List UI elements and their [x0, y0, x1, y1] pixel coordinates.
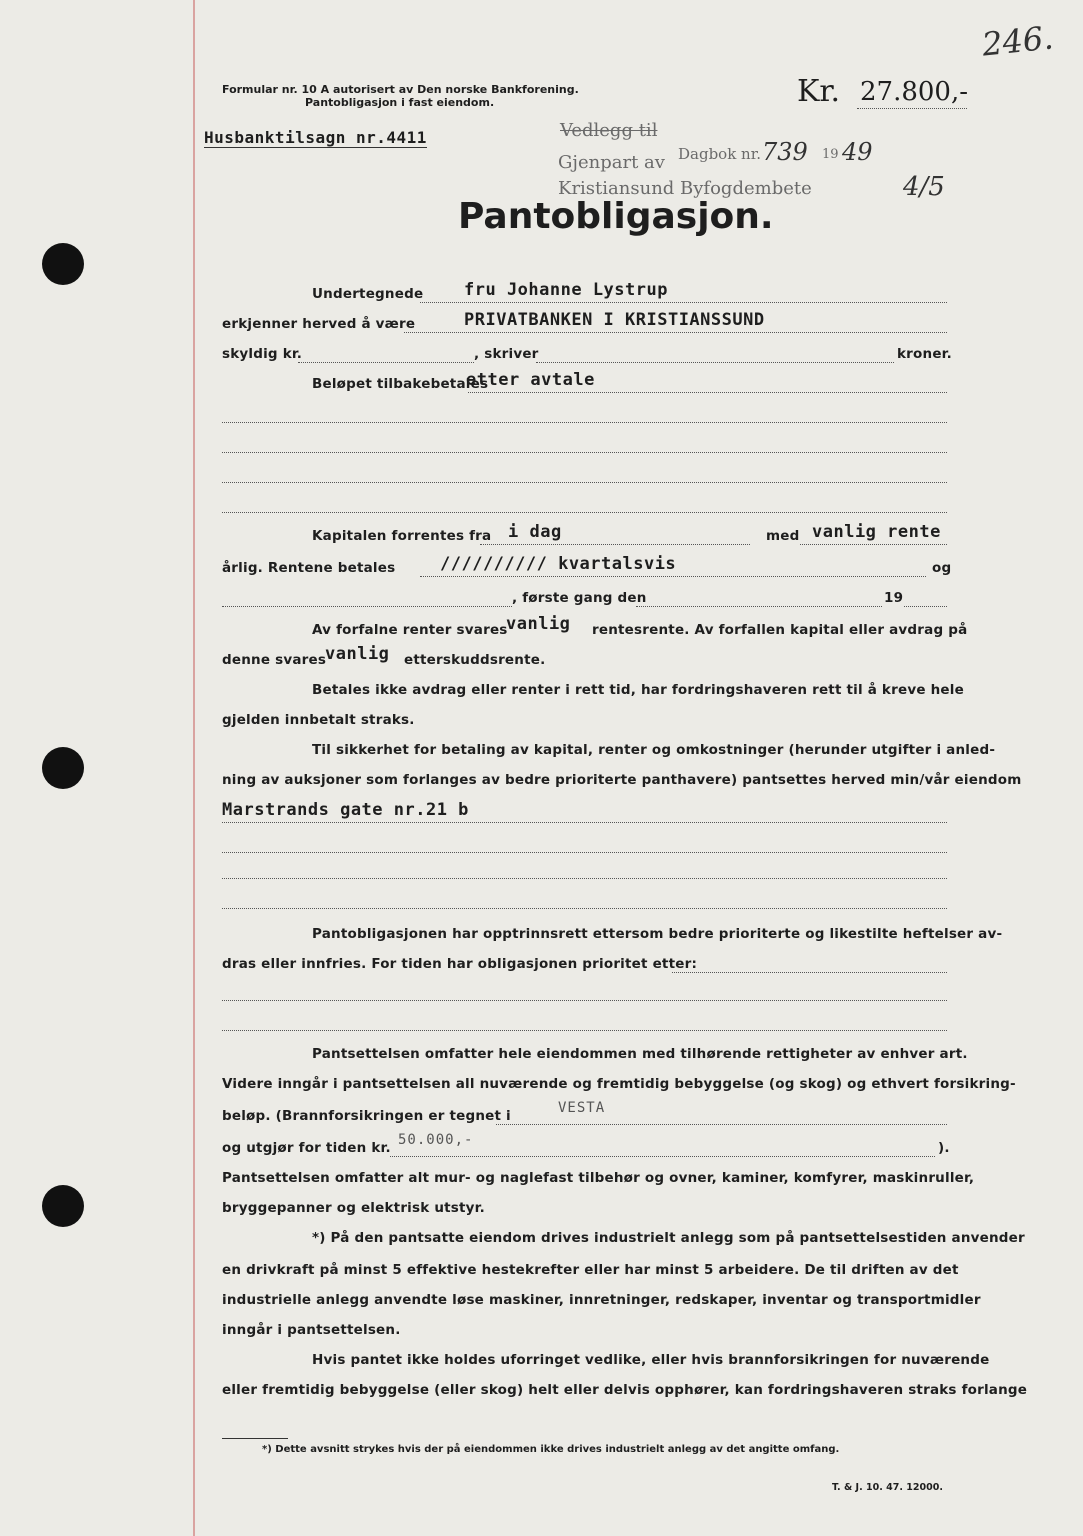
paragraph-text: Betales ikke avdrag eller renter i rett tid, har fordringshaveren rett til å kreve hele — [312, 682, 964, 698]
punch-hole — [42, 1185, 84, 1227]
utgjor-label: og utgjør for tiden kr. — [222, 1140, 391, 1156]
belopet-rule — [468, 392, 947, 393]
stamp-line2: Gjenpart av — [558, 152, 665, 173]
blank-rule — [222, 1030, 947, 1031]
insurer-value: VESTA — [558, 1100, 606, 1116]
kapital-fra-value: i dag — [508, 522, 562, 542]
denne-svares-label: denne svares — [222, 652, 327, 668]
stamp-dagbok-number: 739 — [762, 138, 808, 166]
punch-hole — [42, 747, 84, 789]
blank-rule — [222, 1000, 947, 1001]
rentene-value: ////////// kvartalsvis — [440, 554, 677, 574]
insured-amount-rule — [390, 1156, 935, 1157]
form-note-line2: Pantobligasjon i fast eiendom. — [305, 96, 495, 109]
husbank-reference: Husbanktilsagn nr.4411 — [204, 128, 427, 147]
prioritet-text: Pantobligasjonen har opptrinnsrett ettersom bedre prioriterte og likestilte heftelser av- — [312, 926, 1003, 942]
denne-svares-value: vanlig — [325, 644, 390, 664]
pantsettelsen-text: inngår i pantsettelsen. — [222, 1322, 401, 1338]
amount-label: Kr. — [797, 74, 840, 109]
pantsettelsen-text: Pantsettelsen omfatter alt mur- og naglefast tilbehør og ovner, kaminer, komfyrer, maskinruller, — [222, 1170, 975, 1186]
red-margin-line — [193, 0, 195, 1536]
year-rule — [904, 606, 947, 607]
undertegnede-rule — [420, 302, 947, 303]
brannforsikring-label: beløp. (Brannforsikringen er tegnet i — [222, 1108, 511, 1124]
undertegnede-value: fru Johanne Lystrup — [464, 280, 668, 300]
property-rule — [222, 822, 947, 823]
printer-mark: T. & J. 10. 47. 12000. — [832, 1482, 943, 1493]
prioritet-text: dras eller innfries. For tiden har obligasjonen prioritet etter: — [222, 956, 698, 972]
kroner-label: kroner. — [897, 346, 952, 362]
belopet-value: etter avtale — [466, 370, 595, 390]
kapital-label: Kapitalen forrentes fra — [312, 528, 492, 544]
blank-rule — [222, 422, 947, 423]
skriver-label: , skriver — [474, 346, 539, 362]
paragraph-text: gjelden innbetalt straks. — [222, 712, 415, 728]
forfalne-label: Av forfalne renter svares — [312, 622, 508, 638]
insured-amount-value: 50.000,- — [398, 1132, 474, 1148]
etterskuddsrente-text: etterskuddsrente. — [404, 652, 546, 668]
og-label: og — [932, 560, 952, 576]
pantsettelsen-text: Videre inngår i pantsettelsen all nuværende og fremtidig bebyggelse (og skog) og ethvert forsikring- — [222, 1076, 1016, 1092]
forste-gang-label: , første gang den — [512, 590, 647, 606]
pantsettelsen-text: bryggepanner og elektrisk utstyr. — [222, 1200, 485, 1216]
prioritet-rule — [672, 972, 947, 973]
page-number: 246. — [980, 18, 1056, 64]
blank-rule — [222, 452, 947, 453]
rentesrente-text: rentesrente. Av forfallen kapital eller avdrag på — [592, 622, 968, 638]
rentene-label: årlig. Rentene betales — [222, 560, 396, 576]
med-value: vanlig rente — [812, 522, 941, 542]
stamp-year-prefix: 19 — [822, 147, 839, 162]
stamp-line3: Kristiansund Byfogdembete — [558, 178, 812, 199]
stamp-year: 49 — [842, 138, 873, 166]
year-prefix-label: 19 — [884, 590, 904, 606]
stamp-dagbok-label: Dagbok nr. — [678, 145, 762, 163]
blank-rule — [222, 852, 947, 853]
erkjenner-label: erkjenner herved å være — [222, 316, 416, 332]
blank-rule — [222, 512, 947, 513]
blank-rule — [222, 878, 947, 879]
utgjor-end: ). — [938, 1140, 950, 1156]
amount-value: 27.800,- — [860, 77, 969, 107]
stamp-date: 4/5 — [903, 172, 945, 202]
paragraph-text: Til sikkerhet for betaling av kapital, renter og omkostninger (herunder utgifter i anled- — [312, 742, 996, 758]
med-rule — [800, 544, 947, 545]
forste-gang-date-rule — [636, 606, 882, 607]
pantsettelsen-text: eller fremtidig bebyggelse (eller skog) helt eller delvis opphører, kan fordringshaveren straks forlange — [222, 1382, 1028, 1398]
kapital-fra-rule — [480, 544, 750, 545]
form-note-line1: Formular nr. 10 A autorisert av Den norske Bankforening. — [222, 83, 579, 96]
skyldig-label: skyldig kr. — [222, 346, 303, 362]
amount-rule — [857, 108, 967, 109]
pantsettelsen-text: Pantsettelsen omfatter hele eiendommen med tilhørende rettigheter av enhver art. — [312, 1046, 968, 1062]
forfalne-value: vanlig — [506, 614, 571, 634]
footnote: *) Dette avsnitt strykes hvis der på eiendommen ikke drives industrielt anlegg av det angitte omfang. — [262, 1444, 840, 1455]
med-label: med — [766, 528, 800, 544]
erkjenner-value: PRIVATBANKEN I KRISTIANSSUND — [464, 310, 765, 330]
punch-hole — [42, 243, 84, 285]
footnote-rule — [222, 1438, 288, 1439]
pantsettelsen-text: Hvis pantet ikke holdes uforringet vedlike, eller hvis brannforsikringen for nuværende — [312, 1352, 990, 1368]
blank-rule — [222, 908, 947, 909]
belopet-label: Beløpet tilbakebetales — [312, 376, 489, 392]
stamp-line1: Vedlegg til — [560, 120, 658, 141]
property-value: Marstrands gate nr.21 b — [222, 800, 469, 820]
pantsettelsen-text: *) På den pantsatte eiendom drives industrielt anlegg som på pantsettelsestiden anvender — [312, 1230, 1025, 1246]
insurer-rule — [496, 1124, 947, 1125]
skriver-rule — [536, 362, 894, 363]
pantsettelsen-text: industrielle anlegg anvendte løse maskiner, innretninger, redskaper, inventar og transportmidler — [222, 1292, 981, 1308]
pantsettelsen-text: en drivkraft på minst 5 effektive hestekrefter eller har minst 5 arbeidere. De til driften av det — [222, 1262, 959, 1278]
forste-gang-rule — [222, 606, 512, 607]
paragraph-text: ning av auksjoner som forlanges av bedre prioriterte panthavere) pantsettes herved min/vår eiendom — [222, 772, 1022, 788]
erkjenner-rule — [404, 332, 947, 333]
rentene-rule — [420, 576, 926, 577]
document-title: Pantobligasjon. — [458, 196, 774, 237]
undertegnede-label: Undertegnede — [312, 286, 424, 302]
skyldig-rule — [298, 362, 474, 363]
blank-rule — [222, 482, 947, 483]
